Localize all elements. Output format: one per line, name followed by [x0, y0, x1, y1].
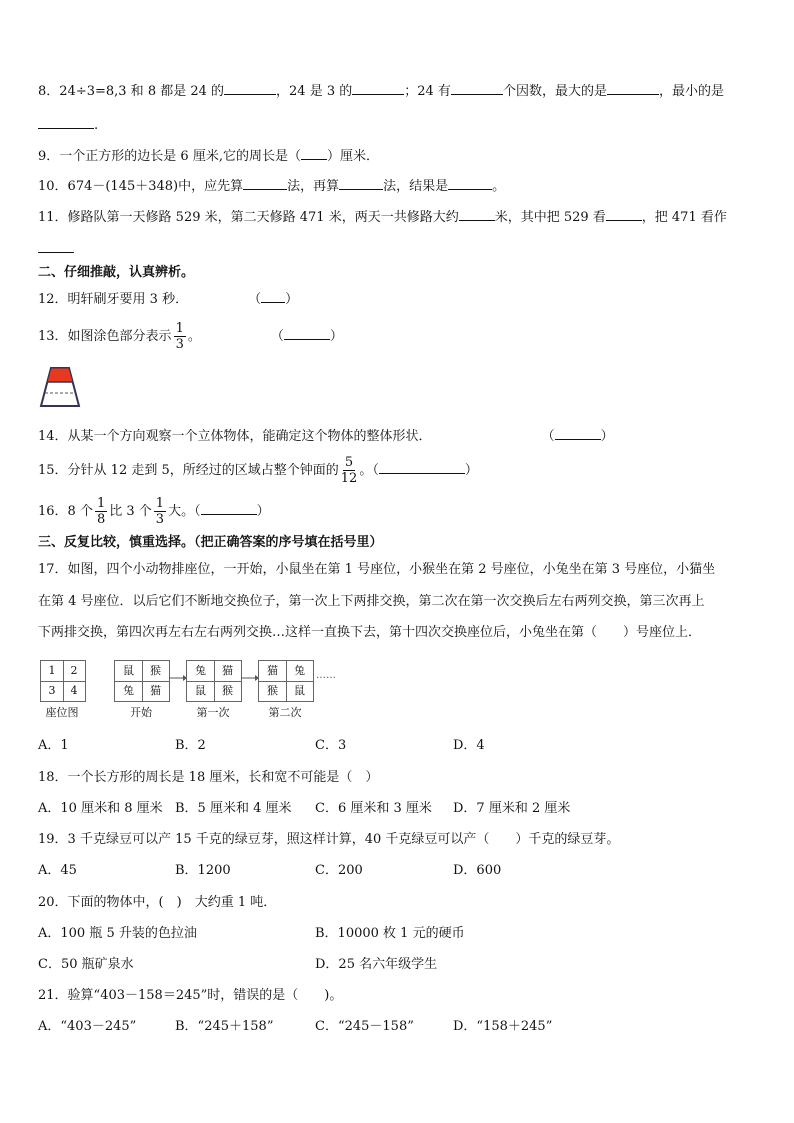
fraction: $\frac{1}{8}$: [96, 496, 106, 527]
section-2-heading: 二、仔细推敲，认真辨析。: [38, 265, 195, 280]
answer-blank[interactable]: [607, 80, 659, 95]
grid-first: 兔 猫 鼠 猴: [186, 660, 242, 702]
answer-blank[interactable]: [301, 145, 327, 160]
option-a[interactable]: A．100 瓶 5 升装的色拉油: [38, 926, 197, 941]
option-c[interactable]: C．3: [315, 738, 347, 753]
continuation-dots: ……: [316, 670, 336, 681]
fraction: $\frac{5}{12}$: [340, 455, 358, 486]
seating-figure: 1 2 3 4 座位图 鼠 猴 兔 猫 开始 兔 猫 鼠 猴 第一次 猫 兔 猴 鼠 第二次 ……: [38, 658, 358, 722]
option-c[interactable]: C．“245－158”: [315, 1019, 414, 1034]
option-b[interactable]: B．“245＋158”: [175, 1019, 274, 1034]
question-17-line3: 下两排交换，第四次再左右左右两列交换…这样一直换下去，第十四次交换座位后，小兔坐在第（ ）号座位上．: [38, 625, 702, 640]
question-17-line1: 17．如图，四个小动物排座位，一开始，小鼠坐在第 1 号座位，小猴坐在第 2 号座位，小兔坐在第 3 号座位，小猫坐: [38, 562, 716, 577]
answer-blank[interactable]: [379, 459, 465, 474]
option-b[interactable]: B．2: [175, 738, 206, 753]
question-12: 12．明轩刷牙要用 3 秒． （ ）: [38, 288, 756, 310]
answer-blank[interactable]: [38, 114, 94, 129]
option-d[interactable]: D．25 名六年级学生: [315, 957, 438, 972]
answer-blank[interactable]: [555, 425, 601, 440]
answer-blank[interactable]: [339, 175, 383, 190]
grid-second: 猫 兔 猴 鼠: [258, 660, 314, 702]
option-a[interactable]: A．10 厘米和 8 厘米: [38, 801, 163, 816]
answer-blank[interactable]: [243, 175, 287, 190]
option-b[interactable]: B．5 厘米和 4 厘米: [175, 801, 292, 816]
seat-grid: 1 2 3 4: [40, 660, 86, 702]
answer-blank[interactable]: [38, 238, 74, 253]
answer-blank[interactable]: [352, 80, 404, 95]
fraction: $\frac{1}{3}$: [175, 321, 184, 352]
question-16: 16．8 个 $\frac{1}{8}$ 比 3 个 $\frac{1}{3}$ 大。（ ）: [38, 496, 270, 527]
option-c[interactable]: C．50 瓶矿泉水: [38, 957, 134, 972]
answer-blank[interactable]: [606, 206, 642, 221]
option-b[interactable]: B．10000 枚 1 元的硬币: [315, 926, 465, 941]
answer-blank[interactable]: [261, 288, 285, 303]
answer-blank[interactable]: [451, 80, 503, 95]
question-11: 11．修路队第一天修路 529 米，第二天修路 471 米，两天一共修路大约 米，其中把 529 看 ，把 471 看作: [38, 206, 756, 228]
answer-blank[interactable]: [224, 80, 276, 95]
question-20: 20．下面的物体中，( ) 大约重 1 吨．: [38, 895, 277, 910]
option-a[interactable]: A．1: [38, 738, 69, 753]
option-d[interactable]: D．7 厘米和 2 厘米: [453, 801, 571, 816]
option-d[interactable]: D．600: [453, 863, 502, 878]
grid-start: 鼠 猴 兔 猫: [114, 660, 170, 702]
question-17-line2: 在第 4 号座位．以后它们不断地交换位子，第一次上下两排交换，第二次在第一次交换后左右两列交换，第三次再上: [38, 594, 705, 609]
arrow-right-icon: [169, 672, 187, 684]
question-11-cont: [38, 238, 756, 260]
option-a[interactable]: A．45: [38, 863, 77, 878]
trapezoid-figure: [38, 366, 82, 410]
answer-blank[interactable]: [201, 500, 257, 515]
option-d[interactable]: D．“158＋245”: [453, 1019, 553, 1034]
answer-blank[interactable]: [459, 206, 495, 221]
question-14: 14．从某一个方向观察一个立体物体，能确定这个物体的整体形状． （ ）: [38, 425, 756, 447]
option-c[interactable]: C．200: [315, 863, 363, 878]
answer-blank[interactable]: [448, 175, 492, 190]
fraction: $\frac{1}{3}$: [155, 496, 165, 527]
arrow-right-icon: [241, 672, 259, 684]
option-d[interactable]: D．4: [453, 738, 485, 753]
answer-blank[interactable]: [284, 325, 330, 340]
option-c[interactable]: C．6 厘米和 3 厘米: [315, 801, 432, 816]
question-13: 13．如图涂色部分表示 $\frac{1}{3}$ 。 （ ）: [38, 321, 343, 352]
question-15: 15．分针从 12 走到 5，所经过的区域占整个钟面的 $\frac{5}{12}$ 。（ ）: [38, 455, 478, 486]
question-8-cont: .: [38, 114, 756, 136]
question-19: 19．3 千克绿豆可以产 15 千克的绿豆芽，照这样计算，40 千克绿豆可以产（ ）千克的绿豆芽。: [38, 832, 620, 847]
question-8: 8．24÷3=8,3 和 8 都是 24 的 ，24 是 3 的 ；24 有 个因数，最大的是 ，最小的是: [38, 80, 756, 102]
question-9: 9．一个正方形的边长是 6 厘米,它的周长是（ ）厘米．: [38, 145, 756, 167]
option-b[interactable]: B．1200: [175, 863, 231, 878]
option-a[interactable]: A．“403－245”: [38, 1019, 137, 1034]
section-3-heading: 三、反复比较，慎重选择。（把正确答案的序号填在括号里）: [38, 535, 383, 550]
question-18: 18．一个长方形的周长是 18 厘米，长和宽不可能是（ ）: [38, 770, 379, 785]
question-21: 21．验算“403－158＝245”时，错误的是（ )。: [38, 988, 343, 1003]
question-10: 10．674－(145＋348)中，应先算 法，再算 法，结果是 。: [38, 175, 756, 197]
